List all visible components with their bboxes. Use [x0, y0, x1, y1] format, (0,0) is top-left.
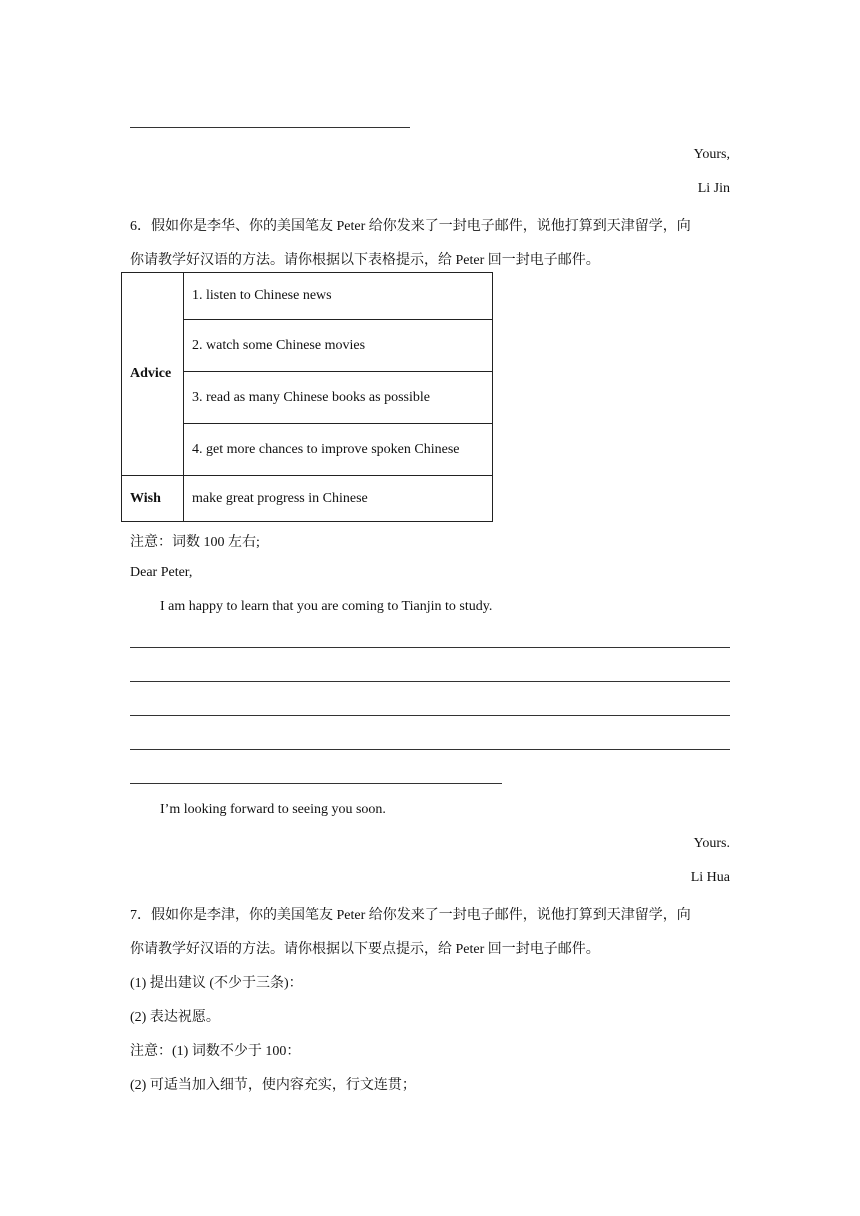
- advice-item-2: 2. watch some Chinese movies: [184, 320, 493, 372]
- q7-point-2: (2) 表达祝愿。: [130, 1010, 220, 1025]
- advice-item-1: 1. listen to Chinese news: [184, 273, 493, 320]
- answer-line-4: [130, 749, 730, 750]
- letter-greeting: Dear Peter,: [130, 565, 193, 580]
- q6-prompt-line2: 你请教学好汉语的方法。请你根据以下表格提示，给 Peter 回一封电子邮件。: [130, 253, 600, 268]
- closing-yours-prev: Yours,: [693, 147, 730, 162]
- answer-line-5: [130, 783, 502, 784]
- advice-table: [121, 272, 493, 522]
- q7-note-2: (2) 可适当加入细节，使内容充实，行文连贯；: [130, 1078, 416, 1093]
- closing-name-prev: Li Jin: [697, 181, 730, 196]
- answer-line-2: [130, 681, 730, 682]
- closing-yours: Yours.: [693, 836, 730, 851]
- wish-label: Wish: [122, 476, 184, 522]
- q7-prompt-line1: 7．假如你是李津，你的美国笔友 Peter 给你发来了一封电子邮件，说他打算到天津留学，向: [130, 908, 691, 923]
- q6-note: 注意：词数 100 左右;: [130, 535, 260, 550]
- closing-name: Li Hua: [690, 870, 730, 885]
- q7-prompt-line2: 你请教学好汉语的方法。请你根据以下要点提示，给 Peter 回一封电子邮件。: [130, 942, 600, 957]
- letter-opening: I am happy to learn that you are coming to Tianjin to study.: [160, 599, 493, 614]
- advice-item-4: 4. get more chances to improve spoken Chinese: [184, 424, 493, 476]
- advice-item-3: 3. read as many Chinese books as possible: [184, 372, 493, 424]
- wish-item: make great progress in Chinese: [184, 476, 493, 522]
- letter-closing-sentence: I’m looking forward to seeing you soon.: [160, 802, 386, 817]
- advice-label: Advice: [122, 273, 184, 476]
- q7-note-1: 注意：(1) 词数不少于 100：: [130, 1044, 301, 1059]
- q6-prompt-line1: 6．假如你是李华、你的美国笔友 Peter 给你发来了一封电子邮件，说他打算到天津留学，向: [130, 219, 691, 234]
- q7-point-1: (1) 提出建议 (不少于三条)：: [130, 976, 303, 991]
- answer-line-1: [130, 647, 730, 648]
- answer-line-3: [130, 715, 730, 716]
- answer-line-short: [130, 127, 410, 128]
